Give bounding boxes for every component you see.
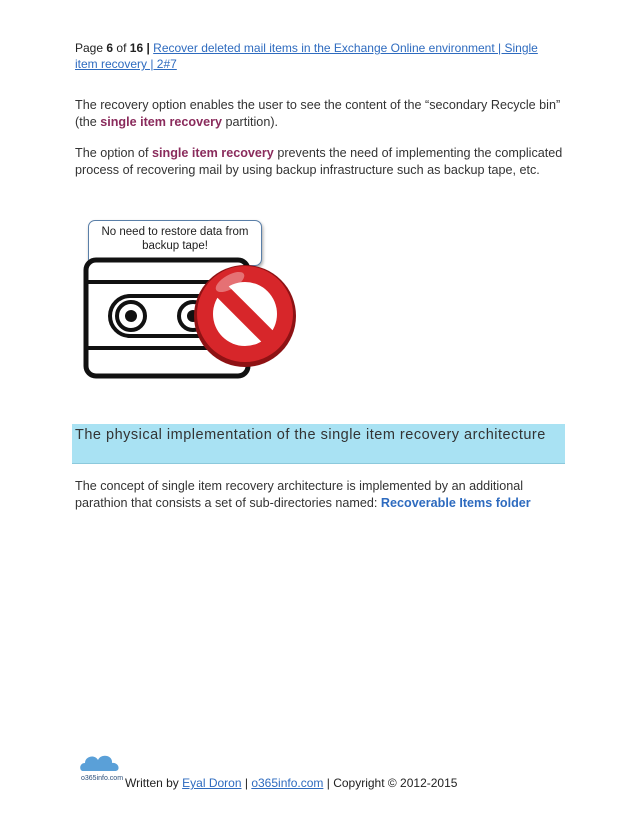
paragraph-text: partition).: [222, 115, 279, 129]
paragraph-text: prevents the need of implementing the complicated process of recovering mail by using backup infrastructure such as backup tape, etc.: [75, 146, 563, 177]
section-heading-text: The physical implementation of the single item recovery architecture: [75, 427, 546, 443]
author-link[interactable]: Eyal Doron: [182, 776, 242, 790]
paragraph-text: The recovery option enables the user to see the content of the “secondary Recycle bin” (the: [75, 98, 561, 129]
page-number: 6: [106, 41, 114, 55]
footer-separator: |: [244, 776, 248, 790]
section-heading: [72, 424, 565, 464]
page-label: Page: [75, 41, 104, 55]
of-label: of: [116, 41, 127, 55]
page-header: [75, 40, 555, 72]
backup-tape-illustration: [80, 252, 305, 382]
paragraph-recovery-option: [75, 97, 565, 131]
page-total: 16: [129, 41, 144, 55]
prohibition-icon: [194, 265, 296, 367]
written-by-label: Written by: [125, 776, 179, 790]
highlight-term: single item recovery: [152, 146, 274, 160]
paragraph-text: The option of: [75, 146, 153, 160]
svg-text:o365info.com: o365info.com: [81, 775, 124, 782]
highlight-term: Recoverable Items folder: [380, 496, 531, 510]
bubble-text: No need to restore data from backup tape!: [101, 226, 249, 252]
paragraph-text: The concept of single item recovery architecture is implemented by an additional parathion that consists a set of sub-directories named:: [75, 479, 524, 510]
copyright-text: Copyright © 2012-2015: [333, 776, 458, 790]
paragraph-option: [75, 145, 565, 179]
document-title-link[interactable]: Recover deleted mail items in the Exchange Online environment | Single item recovery | 2#7: [75, 41, 538, 71]
footer-separator: |: [326, 776, 330, 790]
o365info-logo: [77, 749, 125, 783]
paragraph-concept: [75, 478, 565, 512]
site-link[interactable]: o365info.com: [251, 776, 324, 790]
highlight-term: single item recovery: [100, 115, 223, 129]
page-footer: [125, 776, 457, 790]
header-separator: |: [146, 41, 150, 55]
